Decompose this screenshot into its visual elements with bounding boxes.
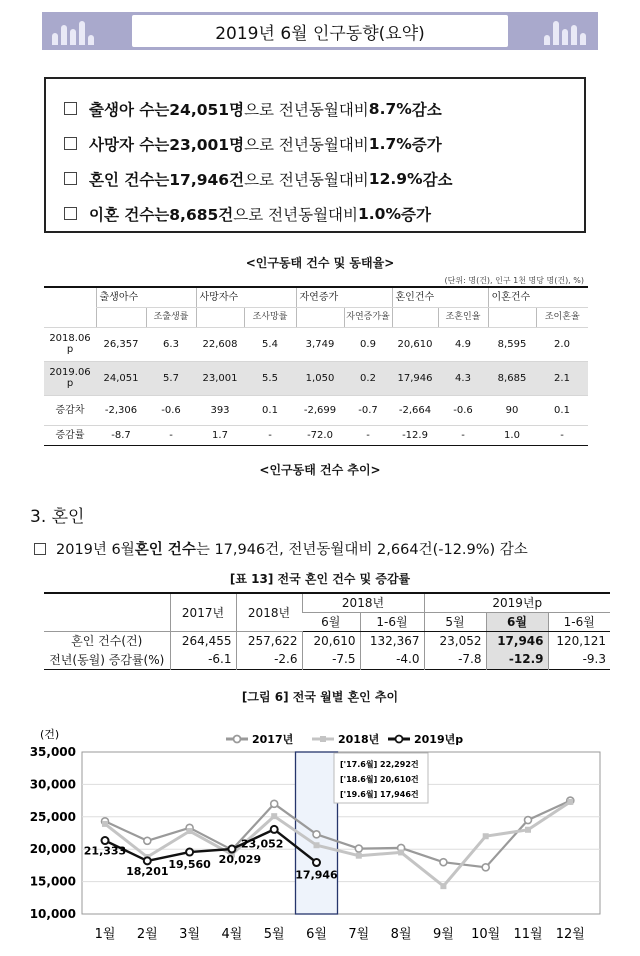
- y-tick-label: 30,000: [29, 777, 76, 792]
- table-cell: -: [146, 425, 196, 445]
- summary-text: 으로 전년동월대비: [244, 170, 369, 189]
- sentence-bold: 혼인 건수: [134, 542, 196, 558]
- table-cell: -: [244, 425, 296, 445]
- column-subheader: 1-6월: [360, 612, 424, 631]
- table-row: [44, 425, 588, 445]
- x-tick-label: 10월: [471, 927, 501, 942]
- data-label: 21,333: [83, 844, 127, 858]
- corner-cell: [44, 593, 170, 631]
- y-tick-label: 35,000: [29, 745, 76, 759]
- table-cell: -72.0: [296, 425, 344, 445]
- table-cell: -: [438, 425, 488, 445]
- table-cell: 257,622: [236, 631, 302, 650]
- table-cell: 4.9: [438, 327, 488, 361]
- table-cell: 24,051: [96, 361, 146, 395]
- table-cell: 6.3: [146, 327, 196, 361]
- summary-line: [64, 126, 584, 161]
- column-subheader: 자연증가율: [344, 307, 392, 327]
- data-point: [483, 833, 489, 839]
- summary-number: 17,946건: [169, 170, 245, 189]
- column-subheader: 6월: [486, 612, 548, 631]
- sentence-text: 2019년 6월: [56, 542, 135, 558]
- column-group-header: 혼인건수: [392, 287, 488, 307]
- table-cell: -6.1: [170, 650, 236, 669]
- annotation-text: ['18.6월] 20,610건: [340, 775, 419, 784]
- summary-box: [44, 77, 586, 233]
- checkbox-icon: [64, 172, 77, 185]
- summary-direction: 증가: [411, 135, 442, 154]
- table-cell: -0.7: [344, 395, 392, 425]
- table-cell: 17,946: [392, 361, 438, 395]
- summary-text: 으로 전년동월대비: [233, 205, 358, 224]
- column-subheader: 5월: [424, 612, 486, 631]
- data-point: [228, 846, 235, 853]
- table-cell: 264,455: [170, 631, 236, 650]
- summary-direction: 감소: [422, 170, 453, 189]
- summary-text: 사망자 수는: [89, 135, 170, 154]
- row-label: 2019.06 p: [44, 361, 96, 395]
- table-cell: 1.7: [196, 425, 244, 445]
- table-cell: 393: [196, 395, 244, 425]
- table-cell: 20,610: [302, 631, 360, 650]
- table-cell: 8,595: [488, 327, 536, 361]
- table-cell: 17,946: [486, 631, 548, 650]
- data-point: [567, 799, 573, 805]
- annotation-text: ['19.6월] 17,946건: [340, 790, 419, 799]
- data-point: [355, 845, 362, 852]
- data-point: [525, 827, 531, 833]
- column-group-header: 이혼건수: [488, 287, 588, 307]
- summary-percent: 1.0%: [358, 204, 401, 223]
- data-point: [482, 864, 489, 871]
- column-group-header: 2018년: [302, 593, 424, 612]
- table-cell: 0.1: [244, 395, 296, 425]
- table-cell: 132,367: [360, 631, 424, 650]
- title-banner: [42, 12, 598, 50]
- x-tick-label: 6월: [306, 927, 327, 942]
- table-cell: -12.9: [486, 650, 548, 669]
- x-tick-label: 4월: [221, 927, 243, 942]
- unit-note: (단위: 명(건), 인구 1천 명당 명(건), %): [444, 276, 584, 285]
- marriage-line-chart: [0, 716, 640, 956]
- table-cell: 120,121: [548, 631, 610, 650]
- table-cell: -7.8: [424, 650, 486, 669]
- table-cell: 23,001: [196, 361, 244, 395]
- section-heading: 3. 혼인: [30, 507, 85, 527]
- table-row: [44, 631, 610, 650]
- table-cell: 1,050: [296, 361, 344, 395]
- table-cell: -: [536, 425, 588, 445]
- y-tick-label: 20,000: [29, 842, 76, 857]
- legend-label: 2019년p: [414, 733, 464, 746]
- table-cell: -2,699: [296, 395, 344, 425]
- table-cell: -2,664: [392, 395, 438, 425]
- data-point: [271, 813, 277, 819]
- marriage-sentence: [34, 538, 528, 559]
- row-label: 전년(동월) 증감률(%): [49, 652, 165, 667]
- table-cell: -4.0: [360, 650, 424, 669]
- table-cell: 3,749: [296, 327, 344, 361]
- checkbox-icon: [64, 207, 77, 220]
- table-cell: 5.5: [244, 361, 296, 395]
- data-label: 19,560: [168, 858, 211, 872]
- figure-caption: <인구동태 건수 추이>: [259, 463, 381, 477]
- data-point: [144, 837, 151, 844]
- vital-stats-table: [44, 286, 588, 446]
- annotation-text: ['17.6월] 22,292건: [340, 760, 419, 769]
- checkbox-icon: [64, 102, 77, 115]
- data-point: [440, 859, 447, 866]
- column-group-header: 자연증가: [296, 287, 392, 307]
- x-tick-label: 1월: [94, 927, 116, 942]
- column-subheader: 조혼인율: [438, 307, 488, 327]
- table-cell: -0.6: [438, 395, 488, 425]
- column-subheader: 조출생률: [146, 307, 196, 327]
- data-point: [314, 842, 320, 848]
- table-cell: -: [344, 425, 392, 445]
- summary-line: [64, 161, 584, 196]
- summary-text: 혼인 건수는: [89, 170, 170, 189]
- table-cell: 22,608: [196, 327, 244, 361]
- legend-marker: [234, 736, 241, 743]
- column-header: 2017년: [170, 593, 236, 631]
- table-cell: 2.1: [536, 361, 588, 395]
- table-cell: -2.6: [236, 650, 302, 669]
- page-title: 2019년 6월 인구동향(요약): [132, 15, 508, 47]
- data-point: [398, 849, 404, 855]
- column-group-header: 2019년p: [424, 593, 610, 612]
- chart-title: [그림 6] 전국 월별 혼인 추이: [241, 690, 399, 704]
- legend-label: 2017년: [252, 733, 294, 746]
- row-label: 증감률: [44, 425, 96, 445]
- data-point: [187, 828, 193, 834]
- data-point: [102, 837, 109, 844]
- data-point: [525, 817, 532, 824]
- legend-label: 2018년: [338, 733, 380, 746]
- data-point: [102, 821, 108, 827]
- row-label: 혼인 건수(건): [71, 634, 143, 649]
- table-cell: 0.2: [344, 361, 392, 395]
- column-subheader: 6월: [302, 612, 360, 631]
- y-tick-label: 10,000: [29, 907, 76, 921]
- data-point: [186, 849, 193, 856]
- checkbox-icon: [64, 137, 77, 150]
- corner-cell: [44, 287, 96, 327]
- summary-text: 으로 전년동월대비: [244, 135, 369, 154]
- bar-deco-icon: [542, 17, 590, 45]
- summary-text: 이혼 건수는: [89, 205, 170, 224]
- table-cell: -7.5: [302, 650, 360, 669]
- data-label: 20,029: [218, 853, 262, 867]
- legend-marker: [396, 736, 403, 743]
- summary-percent: 1.7%: [368, 134, 412, 153]
- x-tick-label: 9월: [432, 927, 454, 942]
- data-label: 18,201: [126, 864, 169, 878]
- table-cell: 4.3: [438, 361, 488, 395]
- row-label: 2018.06 p: [44, 327, 96, 361]
- summary-percent: 8.7%: [368, 99, 412, 118]
- table-cell: 5.7: [146, 361, 196, 395]
- column-header: 2018년: [236, 593, 302, 631]
- checkbox-icon: [34, 543, 46, 555]
- column-subheader: 조이혼율: [536, 307, 588, 327]
- data-label: 23,052: [240, 837, 284, 851]
- summary-text: 으로 전년동월대비: [244, 100, 369, 119]
- x-tick-label: 5월: [263, 927, 285, 942]
- table-row: [44, 361, 588, 395]
- table-cell: 90: [488, 395, 536, 425]
- table-cell: 5.4: [244, 327, 296, 361]
- table-cell: -2,306: [96, 395, 146, 425]
- data-point: [271, 800, 278, 807]
- table-cell: 20,610: [392, 327, 438, 361]
- table-cell: -9.3: [548, 650, 610, 669]
- legend-marker: [320, 736, 326, 742]
- summary-number: 24,051명: [169, 100, 245, 119]
- table-row: [44, 327, 588, 361]
- column-group-header: 사망자수: [196, 287, 296, 307]
- table-cell: 0.1: [536, 395, 588, 425]
- summary-line: [64, 196, 584, 231]
- data-point: [271, 826, 278, 833]
- table-cell: 23,052: [424, 631, 486, 650]
- x-tick-label: 3월: [179, 927, 201, 942]
- summary-number: 8,685건: [169, 205, 234, 224]
- table-caption: [표 13] 전국 혼인 건수 및 증감률: [229, 572, 411, 586]
- y-tick-label: 25,000: [29, 809, 76, 824]
- table-caption: <인구동태 건수 및 동태율>: [245, 256, 395, 270]
- bar-deco-icon: [50, 17, 98, 45]
- y-tick-label: 15,000: [29, 874, 76, 889]
- data-label: 17,946: [295, 868, 338, 882]
- column-subheader: 조사망률: [244, 307, 296, 327]
- x-tick-label: 11월: [513, 927, 543, 942]
- table-cell: -0.6: [146, 395, 196, 425]
- table-cell: 26,357: [96, 327, 146, 361]
- data-point: [313, 859, 320, 866]
- summary-number: 23,001명: [169, 135, 245, 154]
- summary-direction: 증가: [401, 205, 431, 224]
- data-point: [440, 883, 446, 889]
- data-point: [356, 853, 362, 859]
- table-row: [44, 395, 588, 425]
- summary-percent: 12.9%: [368, 169, 423, 188]
- summary-text: 출생아 수는: [89, 100, 170, 119]
- x-tick-label: 7월: [348, 927, 370, 942]
- x-tick-label: 2월: [136, 927, 158, 942]
- column-subheader: 1-6월: [548, 612, 610, 631]
- x-tick-label: 8월: [390, 927, 412, 942]
- y-axis-label: (건): [40, 728, 60, 741]
- row-label: 증감차: [44, 395, 96, 425]
- x-tick-label: 12월: [555, 927, 585, 942]
- column-group-header: 출생아수: [96, 287, 196, 307]
- summary-line: [64, 91, 584, 126]
- summary-direction: 감소: [411, 100, 442, 119]
- data-point: [144, 857, 151, 864]
- marriage-table: [44, 592, 610, 670]
- data-point: [313, 831, 320, 838]
- table-cell: -8.7: [96, 425, 146, 445]
- table-cell: 2.0: [536, 327, 588, 361]
- table-cell: -12.9: [392, 425, 438, 445]
- table-cell: 1.0: [488, 425, 536, 445]
- table-cell: 0.9: [344, 327, 392, 361]
- table-row: [44, 650, 610, 669]
- table-cell: 8,685: [488, 361, 536, 395]
- sentence-text: 는 17,946건, 전년동월대비 2,664건(-12.9%) 감소: [195, 542, 528, 558]
